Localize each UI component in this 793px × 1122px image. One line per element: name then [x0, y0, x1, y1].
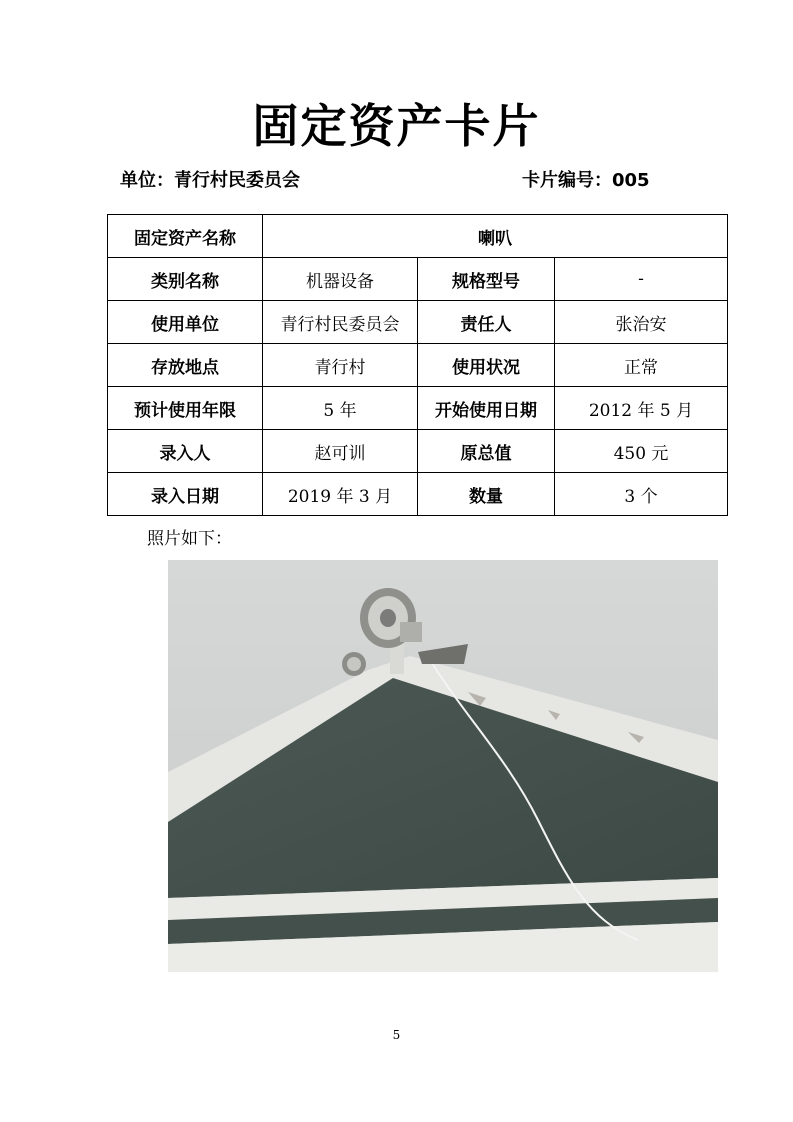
photo-caption: 照片如下： — [147, 529, 232, 549]
row-label: 类别名称 — [108, 258, 263, 301]
table-row-asset-name — [108, 215, 728, 258]
row-value: 正常 — [555, 344, 728, 387]
asset-name-label: 固定资产名称 — [108, 215, 263, 258]
horn-speaker-left-icon — [342, 652, 366, 676]
asset-table — [107, 214, 728, 516]
table-row — [108, 387, 728, 430]
card-number: 卡片编号：005 — [522, 170, 650, 191]
row-label: 录入日期 — [108, 473, 263, 516]
table-row — [108, 301, 728, 344]
row-label: 存放地点 — [108, 344, 263, 387]
row-label: 录入人 — [108, 430, 263, 473]
row-label: 开始使用日期 — [418, 387, 555, 430]
row-value: 赵可训 — [263, 430, 418, 473]
row-value: 2019 年 3 月 — [263, 473, 418, 516]
row-value: 3 个 — [555, 473, 728, 516]
row-label: 预计使用年限 — [108, 387, 263, 430]
row-label: 使用单位 — [108, 301, 263, 344]
page-number: 5 — [392, 1028, 401, 1042]
unit-label: 单位：青行村民委员会 — [120, 170, 300, 191]
row-value: 机器设备 — [263, 258, 418, 301]
row-value: 5 年 — [263, 387, 418, 430]
row-label: 使用状况 — [418, 344, 555, 387]
row-value: 张治安 — [555, 301, 728, 344]
asset-name-value: 喇叭 — [263, 215, 728, 258]
table-row — [108, 473, 728, 516]
row-value: - — [555, 258, 728, 301]
row-label: 数量 — [418, 473, 555, 516]
row-value: 青行村民委员会 — [263, 301, 418, 344]
table-row — [108, 344, 728, 387]
card-title: 固定资产卡片 — [252, 99, 541, 153]
row-label: 原总值 — [418, 430, 555, 473]
row-label: 责任人 — [418, 301, 555, 344]
table-row — [108, 430, 728, 473]
row-value: 2012 年 5 月 — [555, 387, 728, 430]
row-label: 规格型号 — [418, 258, 555, 301]
asset-photo — [168, 560, 718, 972]
row-value: 450 元 — [555, 430, 728, 473]
row-value: 青行村 — [263, 344, 418, 387]
table-row — [108, 258, 728, 301]
